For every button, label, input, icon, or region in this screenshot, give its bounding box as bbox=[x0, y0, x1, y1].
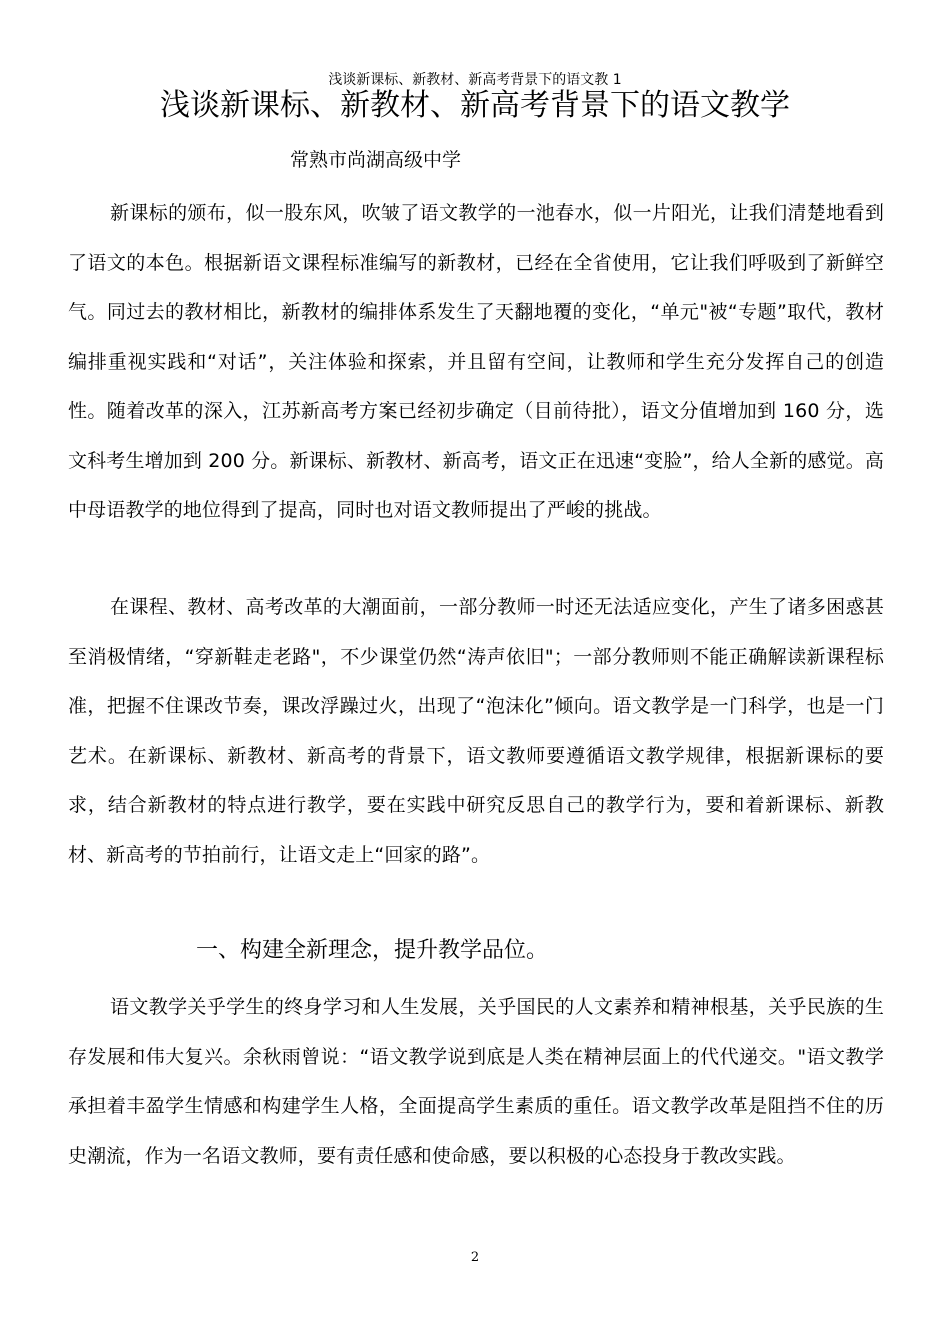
document-title: 浅谈新课标、新教材、新高考背景下的语文教学 bbox=[160, 88, 790, 123]
author-school: 常熟市尚湖高级中学 bbox=[290, 149, 462, 171]
body-paragraph: 语文教学关乎学生的终身学习和人生发展，关乎国民的人文素养和精神根基，关乎民族的生存发展和伟大复兴。余秋雨曾说：“语文教学说到底是人类在精神层面上的代代递交。"语文教学承担着丰盈学生情感和构建学生人格，全面提高学生素质的重任。语文教学改革是阻挡不住的历史潮流，作为一名语文教师，要有责任感和使命感，要以积极的心态投身于教改实践。 bbox=[68, 996, 884, 1167]
body-paragraph: 在课程、教材、高考改革的大潮面前，一部分教师一时还无法适应变化，产生了诸多困惑甚至消极情绪，“穿新鞋走老路"，不少课堂仍然“涛声依旧"；一部分教师则不能正确解读新课程标准，把握不住课改节奏，课改浮躁过火，出现了“泡沫化”倾向。语文教学是一门科学，也是一门艺术。在新课标、新教材、新高考的背景下，语文教师要遵循语文教学规律，根据新课标的要求，结合新教材的特点进行教学，要在实践中研究反思自己的教学行为，要和着新课标、新教材、新高考的节拍前行，让语文走上“回家的路”。 bbox=[68, 596, 884, 866]
running-header: 浅谈新课标、新教材、新高考背景下的语文教 1 bbox=[328, 72, 622, 88]
section-heading: 一、构建全新理念，提升教学品位。 bbox=[196, 938, 549, 963]
body-paragraph: 新课标的颁布，似一股东风，吹皱了语文教学的一池春水，似一片阳光，让我们清楚地看到了语文的本色。根据新语文课程标准编写的新教材，已经在全省使用，它让我们呼吸到了新鲜空气。同过去的教材相比，新教材的编排体系发生了天翻地覆的变化，“单元"被“专题”取代，教材编排重视实践和“对话”，关注体验和探索，并且留有空间，让教师和学生充分发挥自己的创造性。随着改革的深入，江苏新高考方案已经初步确定（目前待批），语文分值增加到 160 分，选文科考生增加到 200 分。新课标、新教材、新高考，语文正在迅速“变脸”，给人全新的感觉。高中母语教学的地位得到了提高，同时也对语文教师提出了严峻的挑战。 bbox=[68, 202, 884, 521]
page-number: 2 bbox=[470, 1250, 480, 1265]
